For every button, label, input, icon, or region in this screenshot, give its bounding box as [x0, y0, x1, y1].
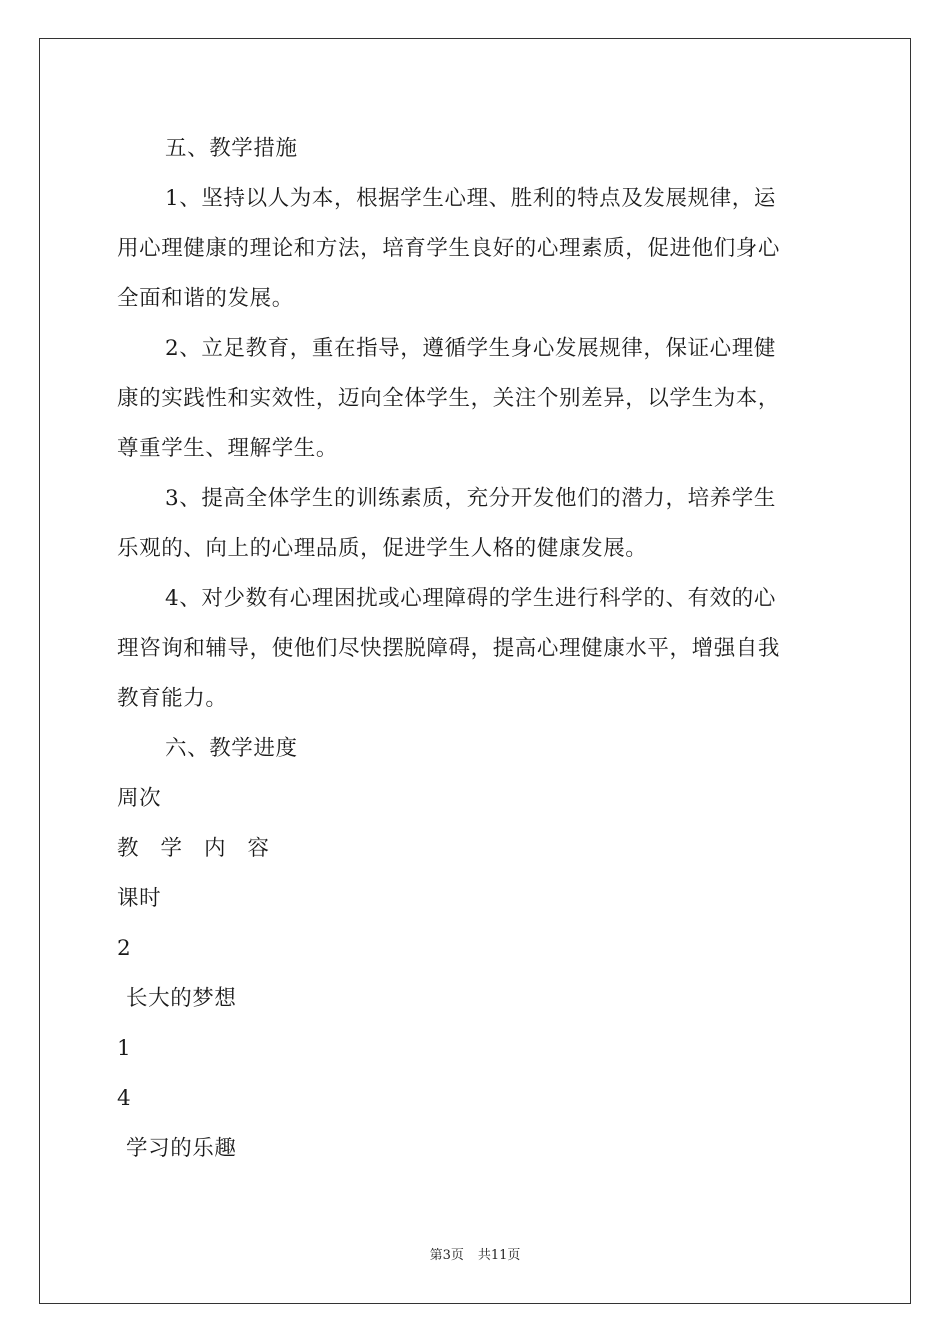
schedule-header-hours: 课时	[117, 886, 162, 911]
schedule-row-1-hours: 1	[117, 1036, 132, 1061]
paragraph-1-line-2: 用心理健康的理论和方法，培育学生良好的心理素质，促进他们身心	[117, 236, 781, 261]
paragraph-2-line-1: 2、立足教育，重在指导，遵循学生身心发展规律，保证心理健	[165, 336, 776, 361]
section-heading-teaching-schedule: 六、教学进度	[165, 736, 298, 761]
schedule-row-1-content: 长大的梦想	[126, 986, 237, 1011]
page-total: 共11页	[477, 1248, 521, 1263]
section-heading-teaching-measures: 五、教学措施	[165, 136, 298, 161]
paragraph-1-line-3: 全面和谐的发展。	[117, 286, 294, 311]
schedule-row-2-content: 学习的乐趣	[126, 1136, 237, 1161]
paragraph-3-line-2: 乐观的、向上的心理品质，促进学生人格的健康发展。	[117, 536, 648, 561]
schedule-row-1-week: 2	[117, 936, 132, 961]
paragraph-2-line-3: 尊重学生、理解学生。	[117, 436, 339, 461]
schedule-header-week: 周次	[117, 786, 162, 811]
schedule-row-2-week: 4	[117, 1086, 132, 1111]
schedule-header-content: 教学内容	[117, 836, 292, 861]
paragraph-4-line-3: 教育能力。	[117, 686, 228, 711]
paragraph-3-line-1: 3、提高全体学生的训练素质，充分开发他们的潜力，培养学生	[165, 486, 776, 511]
paragraph-4-line-2: 理咨询和辅导，使他们尽快摆脱障碍，提高心理健康水平，增强自我	[117, 636, 781, 661]
paragraph-4-line-1: 4、对少数有心理困扰或心理障碍的学生进行科学的、有效的心	[165, 586, 776, 611]
page-number: 第3页	[429, 1248, 464, 1263]
page-footer	[0, 1247, 950, 1265]
paragraph-2-line-2: 康的实践性和实效性，迈向全体学生，关注个别差异，以学生为本，	[117, 386, 781, 411]
page-frame	[39, 38, 911, 1304]
paragraph-1-line-1: 1、坚持以人为本，根据学生心理、胜利的特点及发展规律，运	[165, 186, 776, 211]
